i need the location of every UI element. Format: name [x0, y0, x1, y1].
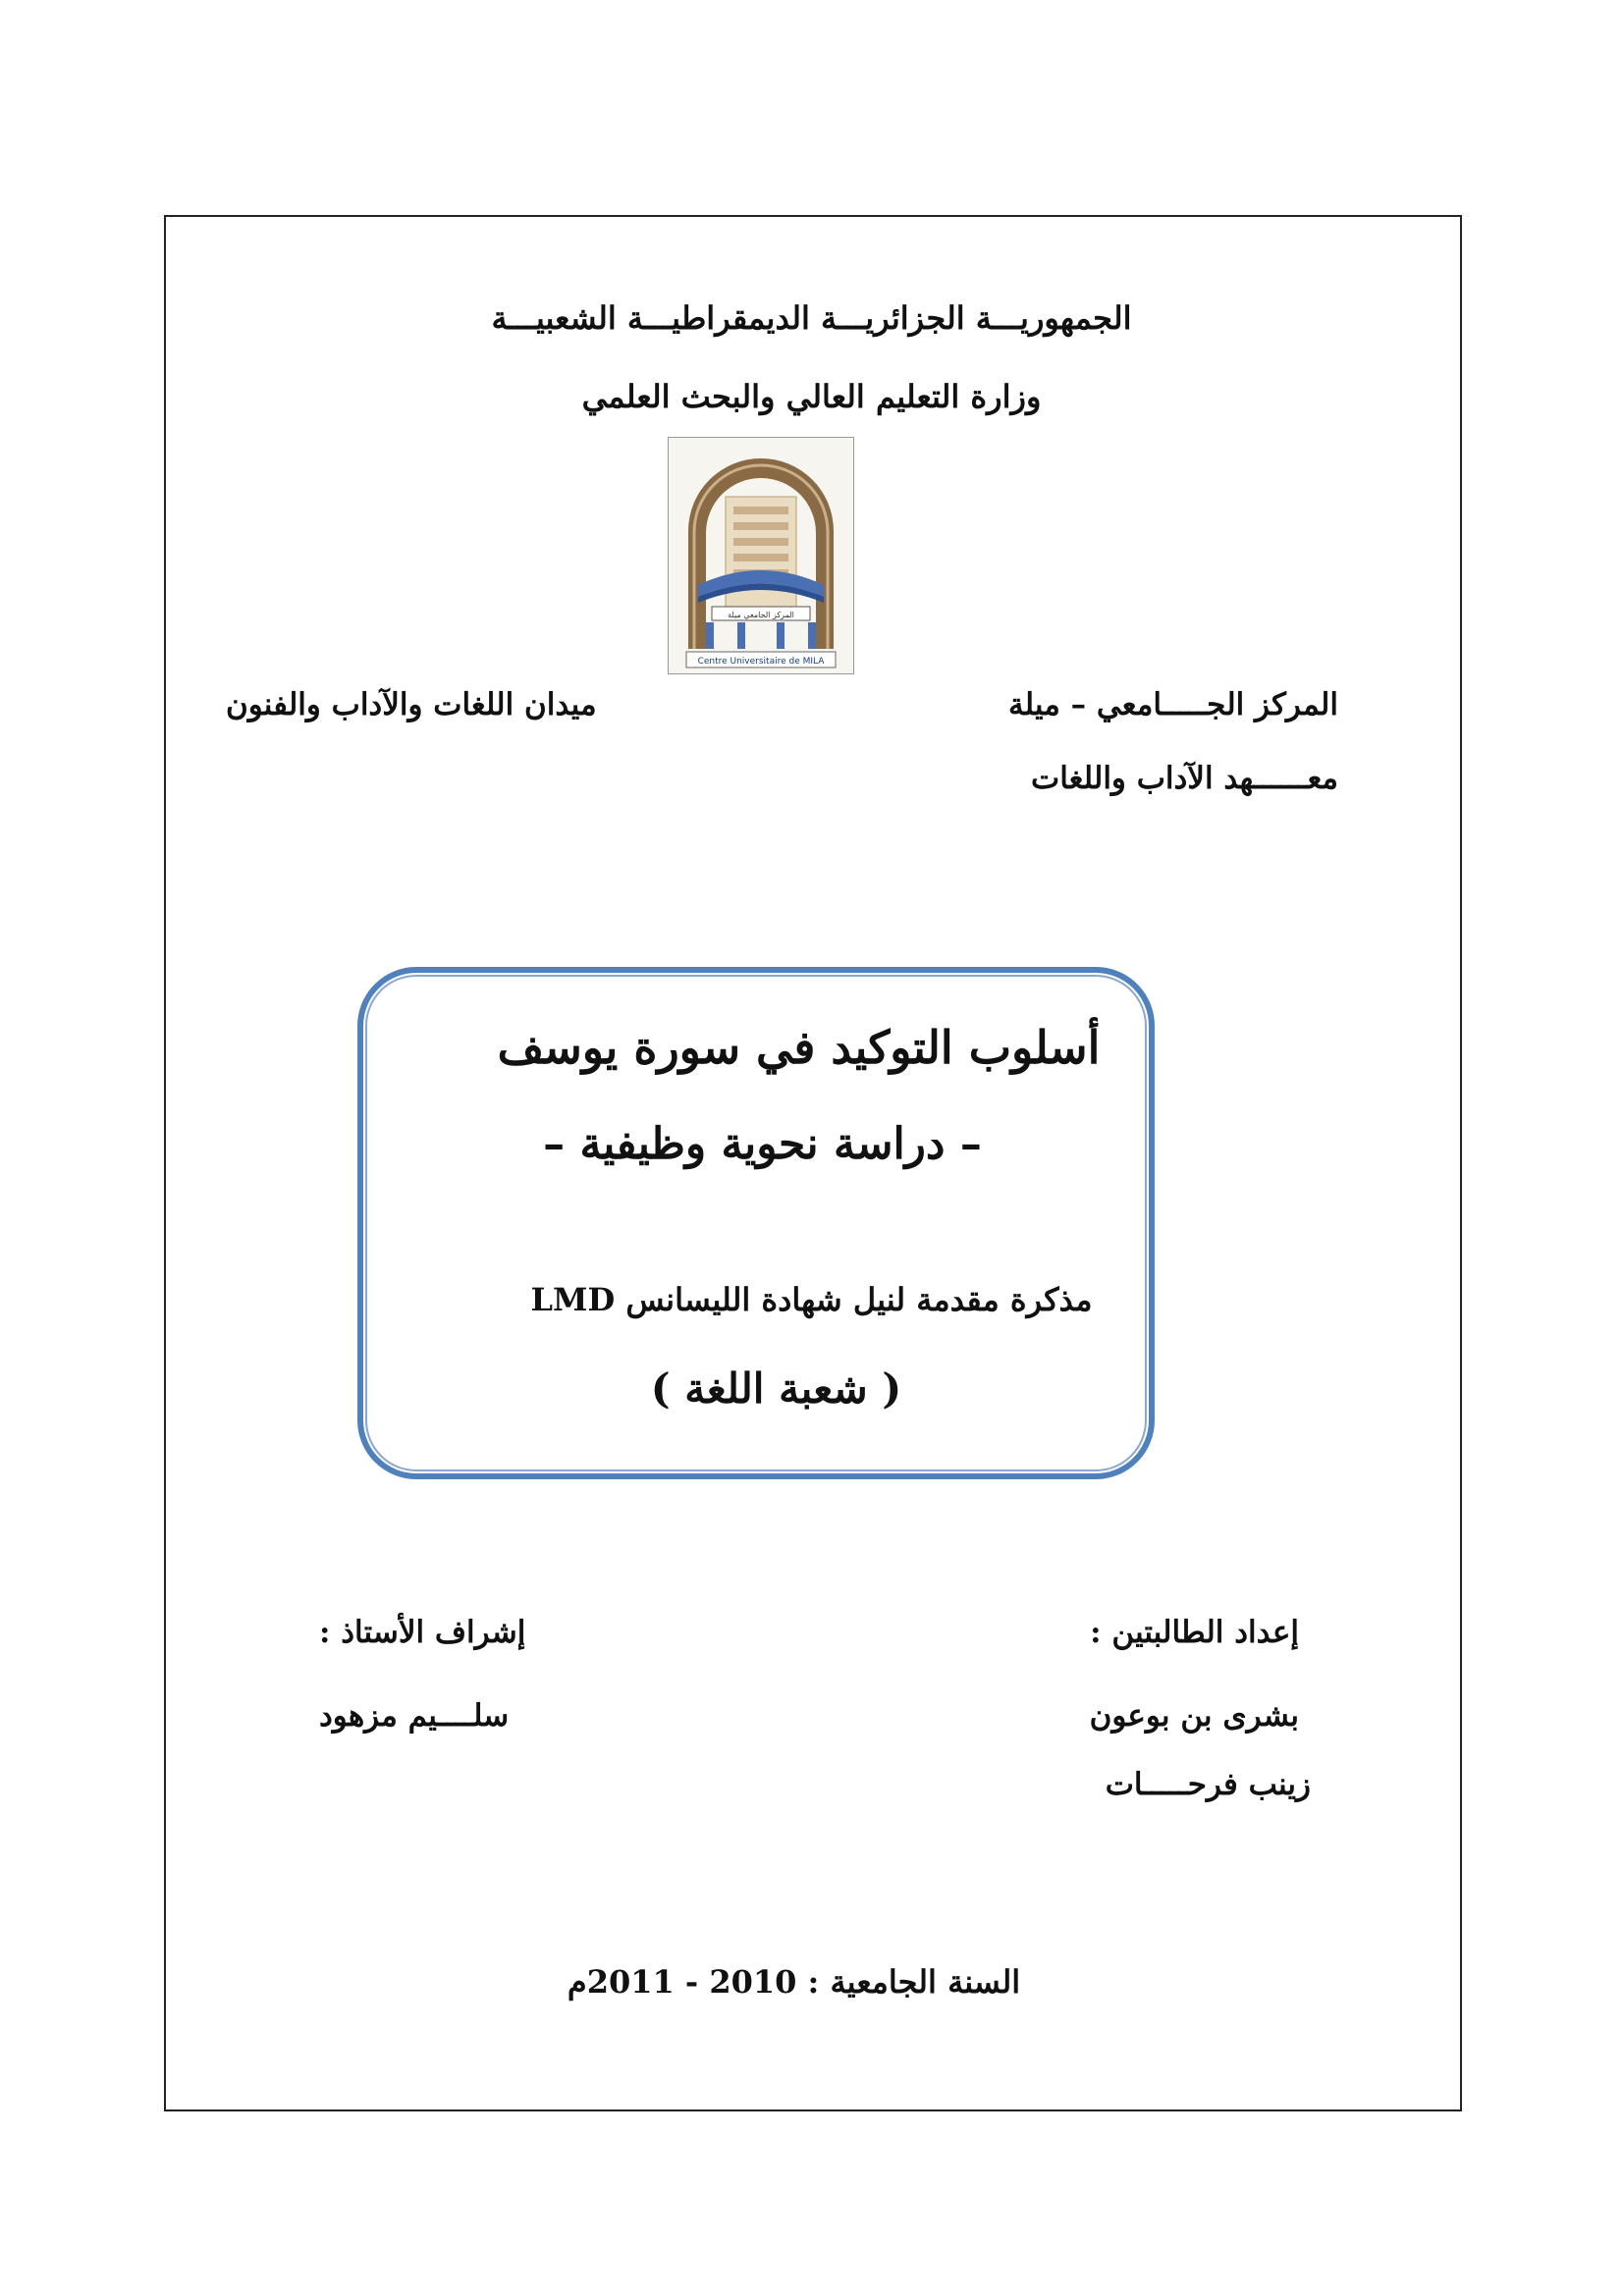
republic-heading: الجمهوريـــة الجزائريـــة الديمقراطيـــة الشعبيـــة: [491, 299, 1132, 337]
thesis-title: أسلوب التوكيد في سورة يوسف: [497, 1021, 1101, 1074]
logo-arabic-caption: المركز الجامعي ميلة: [728, 611, 794, 619]
institute-name: معــــــهد الآداب واللغات: [1031, 761, 1338, 796]
students-label: إعداد الطالبتين :: [1090, 1615, 1299, 1650]
thesis-subtitle: – دراسة نحوية وظيفية –: [543, 1119, 982, 1169]
student-name-1: بشرى بن بوعون: [1089, 1698, 1299, 1734]
student-name-2: زينب فرحـــــات: [1105, 1767, 1311, 1802]
field-of-study: ميدان اللغات والآداب والفنون: [226, 687, 597, 722]
supervisor-name: سلــــيم مزهود: [319, 1698, 510, 1734]
academic-year: السنة الجامعية : 2010 - 2011م: [567, 1963, 1021, 2001]
ministry-heading: وزارة التعليم العالي والبحث العلمي: [581, 378, 1042, 415]
logo-caption: Centre Universitaire de MILA: [697, 657, 825, 667]
university-center: المركز الجـــــامعي – ميلة: [1008, 687, 1338, 722]
university-logo-graphic: [669, 438, 853, 673]
university-logo: [668, 437, 854, 674]
degree-statement: مذكرة مقدمة لنيل شهادة الليسانس LMD: [530, 1281, 1093, 1318]
branch-label: ( شعبة اللغة ): [650, 1364, 902, 1413]
supervisor-label: إشراف الأستاذ :: [319, 1615, 526, 1650]
